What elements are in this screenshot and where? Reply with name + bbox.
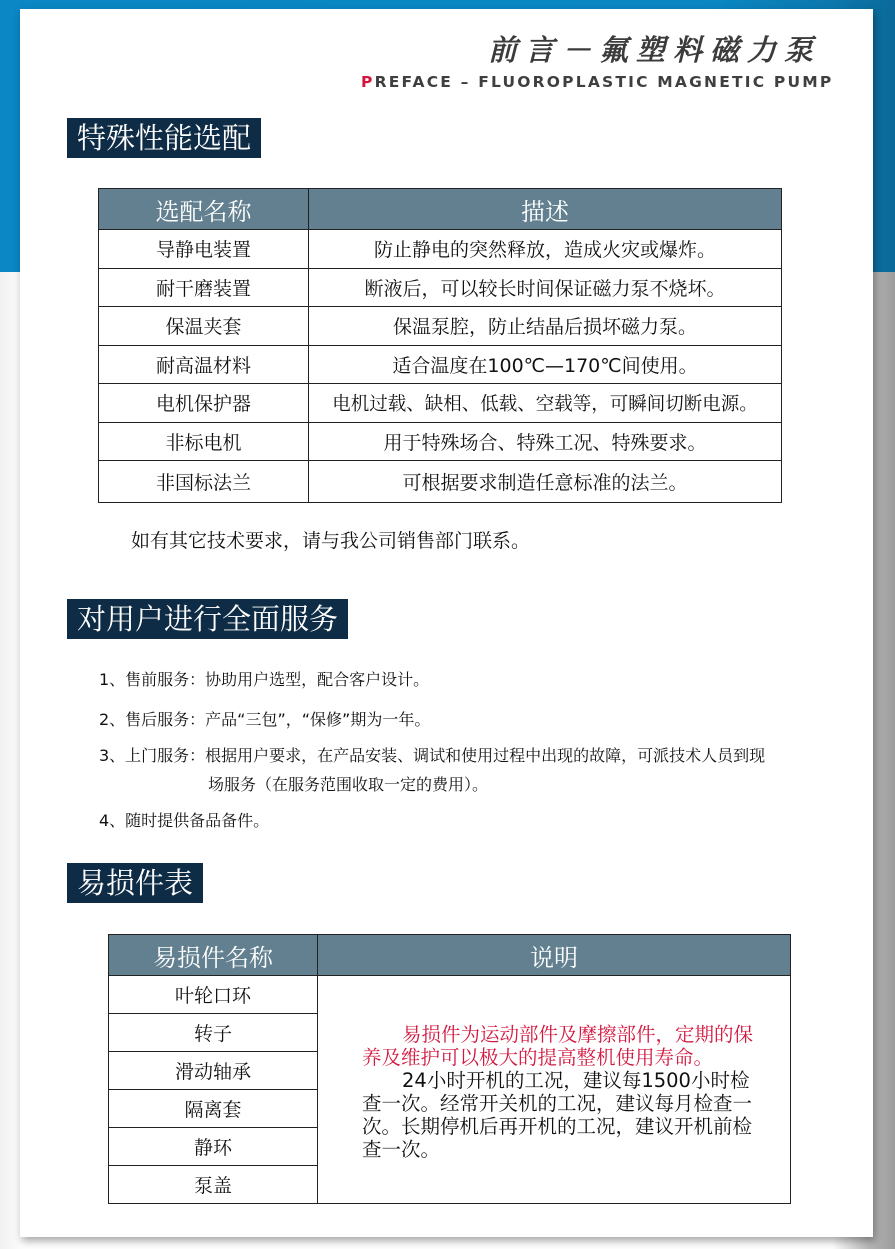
title-en-text: REFACE – FLUOROPLASTIC MAGNETIC PUMP [374,73,834,91]
part-name: 转子 [109,1014,318,1052]
contact-note: 如有其它技术要求，请与我公司销售部门联系。 [131,530,531,552]
maintenance-highlight: 易损件为运动部件及摩擦部件，定期的保养及维护可以极大的提高整机使用寿命。 [362,1022,754,1069]
inspection-schedule: 24小时开机的工况，建议每1500小时检查一次。经常开关机的工况，建议每月检查一次。长期停机后再开机的工况，建议开机前检查一次。 [362,1068,753,1161]
table-row [109,976,791,1014]
option-name: 导静电装置 [99,230,309,269]
title-en-accent-letter: P [361,73,375,91]
part-name: 叶轮口环 [109,976,318,1014]
option-name: 非标电机 [99,422,309,461]
part-name: 滑动轴承 [109,1052,318,1090]
section-title-wear-parts: 易损件表 [67,863,203,903]
special-options-table [98,188,782,503]
option-description: 防止静电的突然释放，造成火灾或爆炸。 [309,230,782,269]
table-row [99,461,782,503]
table-row [99,307,782,346]
option-description: 断液后，可以较长时间保证磁力泵不烧坏。 [309,268,782,307]
column-header-notes: 说明 [318,935,791,976]
part-name: 隔离套 [109,1090,318,1128]
table-row [99,384,782,423]
service-item: 1、售前服务：协助用户选型，配合客户设计。 [99,670,430,689]
section-title-special-options: 特殊性能选配 [67,118,261,158]
table-row [99,422,782,461]
service-item: 2、售后服务：产品“三包”，“保修”期为一年。 [99,710,431,729]
service-item: 4、随时提供备品备件。 [99,811,270,830]
column-header-part-name: 易损件名称 [109,935,318,976]
page-title-cn: 前言－氟塑料磁力泵 [487,33,821,67]
option-name: 耐干磨装置 [99,268,309,307]
option-name: 耐高温材料 [99,345,309,384]
section-title-services: 对用户进行全面服务 [67,599,348,639]
part-name: 静环 [109,1128,318,1166]
table-header-row [109,935,791,976]
part-name: 泵盖 [109,1166,318,1204]
column-header-option-name: 选配名称 [99,189,309,230]
service-item-continuation: 场服务（在服务范围收取一定的费用）。 [208,775,489,794]
wear-parts-description [318,976,791,1204]
option-description: 适合温度在100℃—170℃间使用。 [309,345,782,384]
page-title-en [361,73,833,91]
option-description: 用于特殊场合、特殊工况、特殊要求。 [309,422,782,461]
table-header-row [99,189,782,230]
option-description: 可根据要求制造任意标准的法兰。 [309,461,782,503]
service-item: 3、上门服务：根据用户要求，在产品安装、调试和使用过程中出现的故障，可派技术人员到现 [99,746,766,765]
table-row [99,268,782,307]
option-name: 电机保护器 [99,384,309,423]
option-name: 保温夹套 [99,307,309,346]
column-header-description: 描述 [309,189,782,230]
description-text [318,1019,762,1161]
option-name: 非国标法兰 [99,461,309,503]
option-description: 电机过载、缺相、低载、空载等，可瞬间切断电源。 [309,384,782,423]
table-row [99,230,782,269]
table-row [99,345,782,384]
wear-parts-table [108,934,791,1204]
option-description: 保温泵腔，防止结晶后损坏磁力泵。 [309,307,782,346]
